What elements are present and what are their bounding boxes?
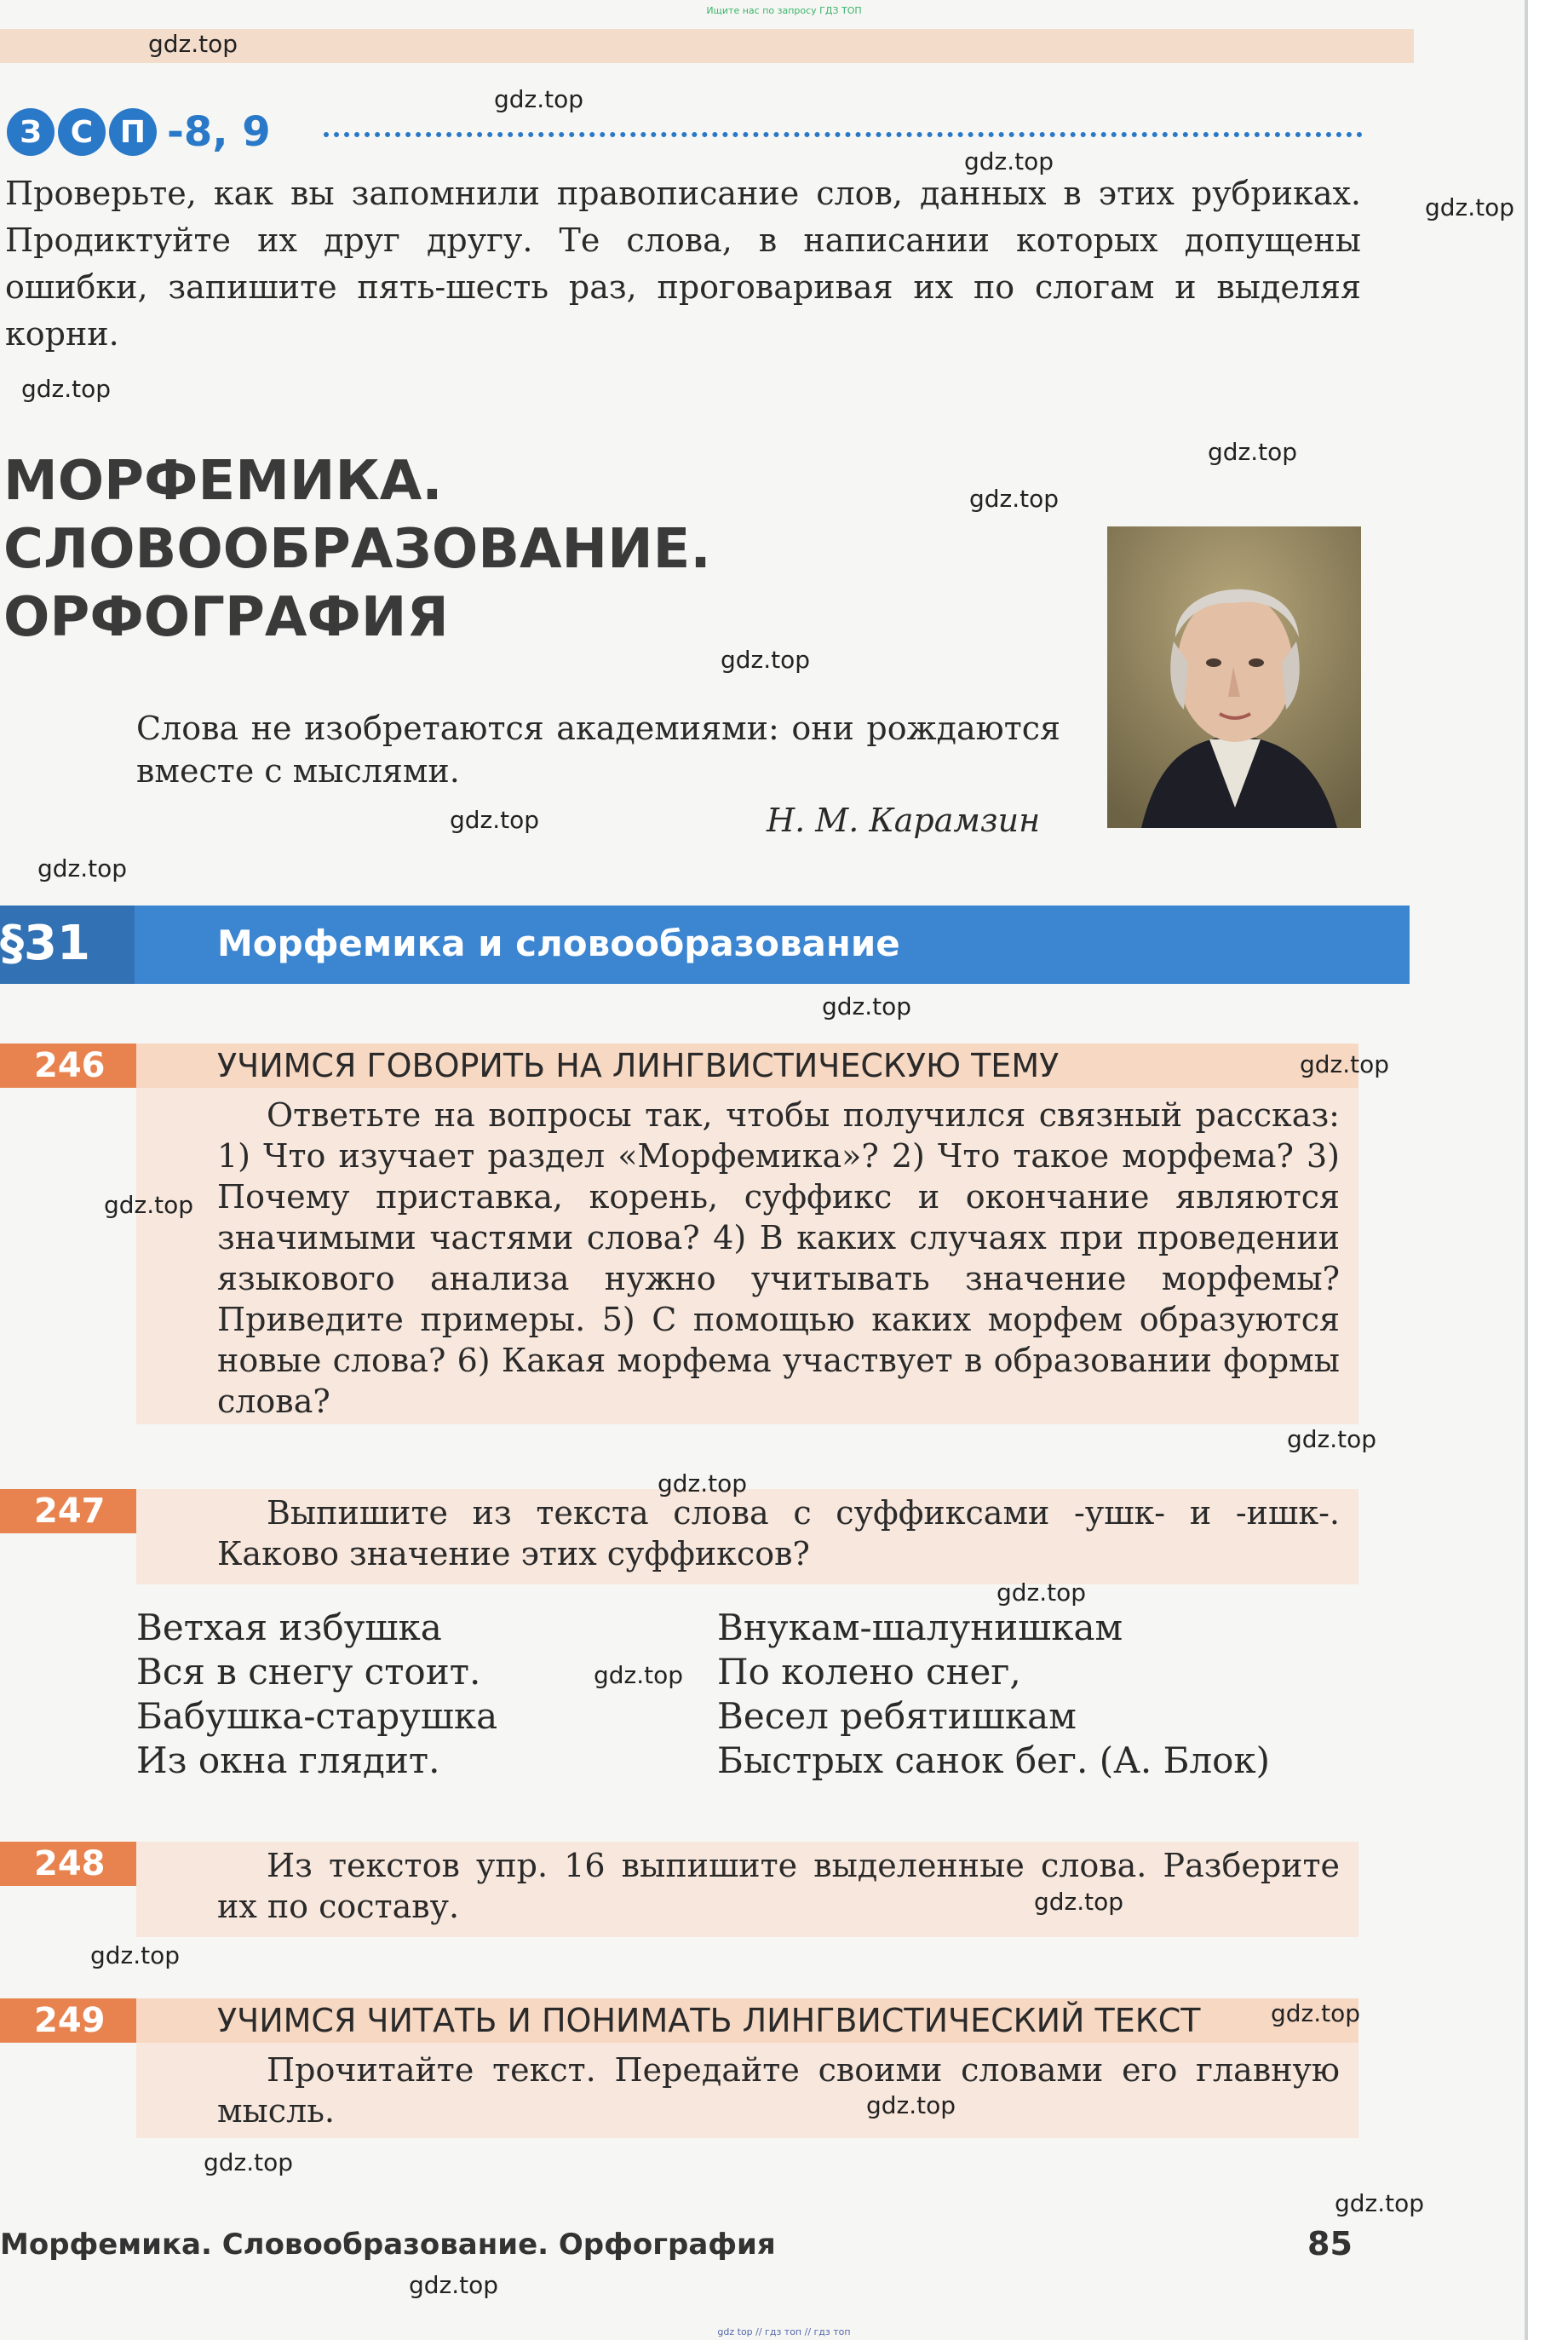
poem-right-line-2: По колено снег, (717, 1651, 1021, 1693)
top-note: Ищите нас по запросу ГДЗ ТОП (706, 5, 862, 16)
ex247-number: 247 (0, 1489, 136, 1533)
watermark: gdz.top (1287, 1425, 1377, 1453)
poem-left-line-1: Ветхая избушка (136, 1607, 442, 1648)
epigraph-text: Слова не изобретаются академиями: они рождаются вместе с мыслями. (136, 710, 1060, 790)
watermark: gdz.top (1300, 1050, 1390, 1078)
paragraph-title: Морфемика и словообразование (217, 923, 900, 964)
watermark: gdz.top (1335, 2189, 1425, 2217)
paragraph-band (0, 906, 1410, 984)
paragraph-number: §31 (0, 916, 90, 971)
poem-left-line-2: Вся в снегу стоит. (136, 1651, 481, 1693)
watermark: gdz.top (969, 485, 1060, 513)
intro-text: Проверьте, как вы запомнили правописание слов, данных в этих рубриках. Продиктуйте их друг другу. Те слова, в написании которых допущены ошибки, запишите пять-шесть раз, проговаривая их по слогам и выделяя корни. (5, 175, 1361, 353)
page-number: 85 (1307, 2225, 1353, 2262)
watermark: gdz.top (866, 2091, 956, 2119)
watermark: gdz.top (409, 2271, 499, 2299)
poem-left-line-3: Бабушка-старушка (136, 1695, 498, 1737)
watermark: gdz.top (1271, 1999, 1361, 2027)
watermark: gdz.top (204, 2148, 294, 2176)
section-title (3, 447, 711, 652)
ex246-text: Ответьте на вопросы так, чтобы получился связный рассказ: 1) Что изучает раздел «Морфемика»? 2) Что такое морфема? 3) Почему приставка, корень, суффикс и окончание являются значимыми частями слова? 4) В каких случаях при проведении языкового анализа нужно учитывать значение морфемы? Приведите примеры. 5) С помощью каких морфем образуются новые слова? 6) Какая морфема участвует в образовании формы слова? (217, 1096, 1340, 1420)
section-title-line-2: СЛОВООБРАЗОВАНИЕ. (3, 518, 711, 581)
poem-right-line-1: Внукам-шалунишкам (717, 1607, 1123, 1648)
watermark: gdz.top (104, 1191, 194, 1219)
poem-right-line-4: Быстрых санок бег. (А. Блок) (717, 1739, 1271, 1781)
watermark: gdz.top (494, 85, 584, 113)
watermark: gdz.top (721, 646, 811, 674)
zsp-letter-z: З (7, 108, 55, 156)
section-title-line-1: МОРФЕМИКА. (3, 450, 443, 513)
section-title-line-3: ОРФОГРАФИЯ (3, 586, 449, 649)
poem-right-line-3: Весел ребятишкам (717, 1695, 1077, 1737)
zsp-number: -8, 9 (167, 108, 271, 156)
watermark: gdz.top (594, 1661, 684, 1689)
karamzin-portrait (1107, 526, 1361, 828)
zsp-letter-s: С (58, 108, 106, 156)
watermark: gdz.top (822, 992, 912, 1021)
ex249-text: Прочитайте текст. Передайте своими словами его главную мысль. (217, 2051, 1340, 2130)
poem-left (136, 1606, 497, 1783)
bottom-note: gdz top // гдз топ // гдз топ (717, 2326, 851, 2337)
watermark: gdz.top (658, 1469, 748, 1498)
poem-left-line-4: Из окна глядит. (136, 1739, 440, 1781)
watermark: gdz.top (450, 806, 540, 834)
zsp-badge (7, 106, 271, 158)
ex248-number: 248 (0, 1842, 136, 1886)
watermark: gdz.top (997, 1578, 1087, 1607)
watermark: gdz.top (1425, 193, 1515, 221)
watermark: gdz.top (37, 854, 128, 883)
footer-title: Морфемика. Словообразование. Орфография (0, 2228, 776, 2262)
ex247-text: Выпишите из текста слова с суффиксами -ушк- и -ишк-. Каково значение этих суффиксов? (217, 1494, 1340, 1572)
watermark: gdz.top (964, 147, 1054, 175)
watermark: gdz.top (21, 375, 112, 403)
ex248-text: Из текстов упр. 16 выпишите выделенные слова. Разберите их по составу. (217, 1847, 1340, 1925)
watermark: gdz.top (1208, 438, 1298, 466)
watermark: gdz.top (90, 1941, 181, 1969)
ex246-number: 246 (0, 1044, 136, 1088)
watermark: gdz.top (1034, 1888, 1124, 1916)
poem-right (717, 1606, 1270, 1783)
dotted-rule (324, 132, 1363, 137)
ex246-heading: УЧИМСЯ ГОВОРИТЬ НА ЛИНГВИСТИЧЕСКУЮ ТЕМУ (217, 1047, 1060, 1084)
ex249-heading: УЧИМСЯ ЧИТАТЬ И ПОНИМАТЬ ЛИНГВИСТИЧЕСКИЙ ТЕКСТ (217, 2002, 1201, 2039)
zsp-letter-p: П (109, 108, 157, 156)
epigraph-author: Н. М. Карамзин (767, 802, 1041, 839)
page-edge (1525, 0, 1568, 2340)
paragraph-number-box (0, 906, 135, 984)
ex249-number: 249 (0, 1998, 136, 2043)
watermark: gdz.top (148, 30, 238, 58)
